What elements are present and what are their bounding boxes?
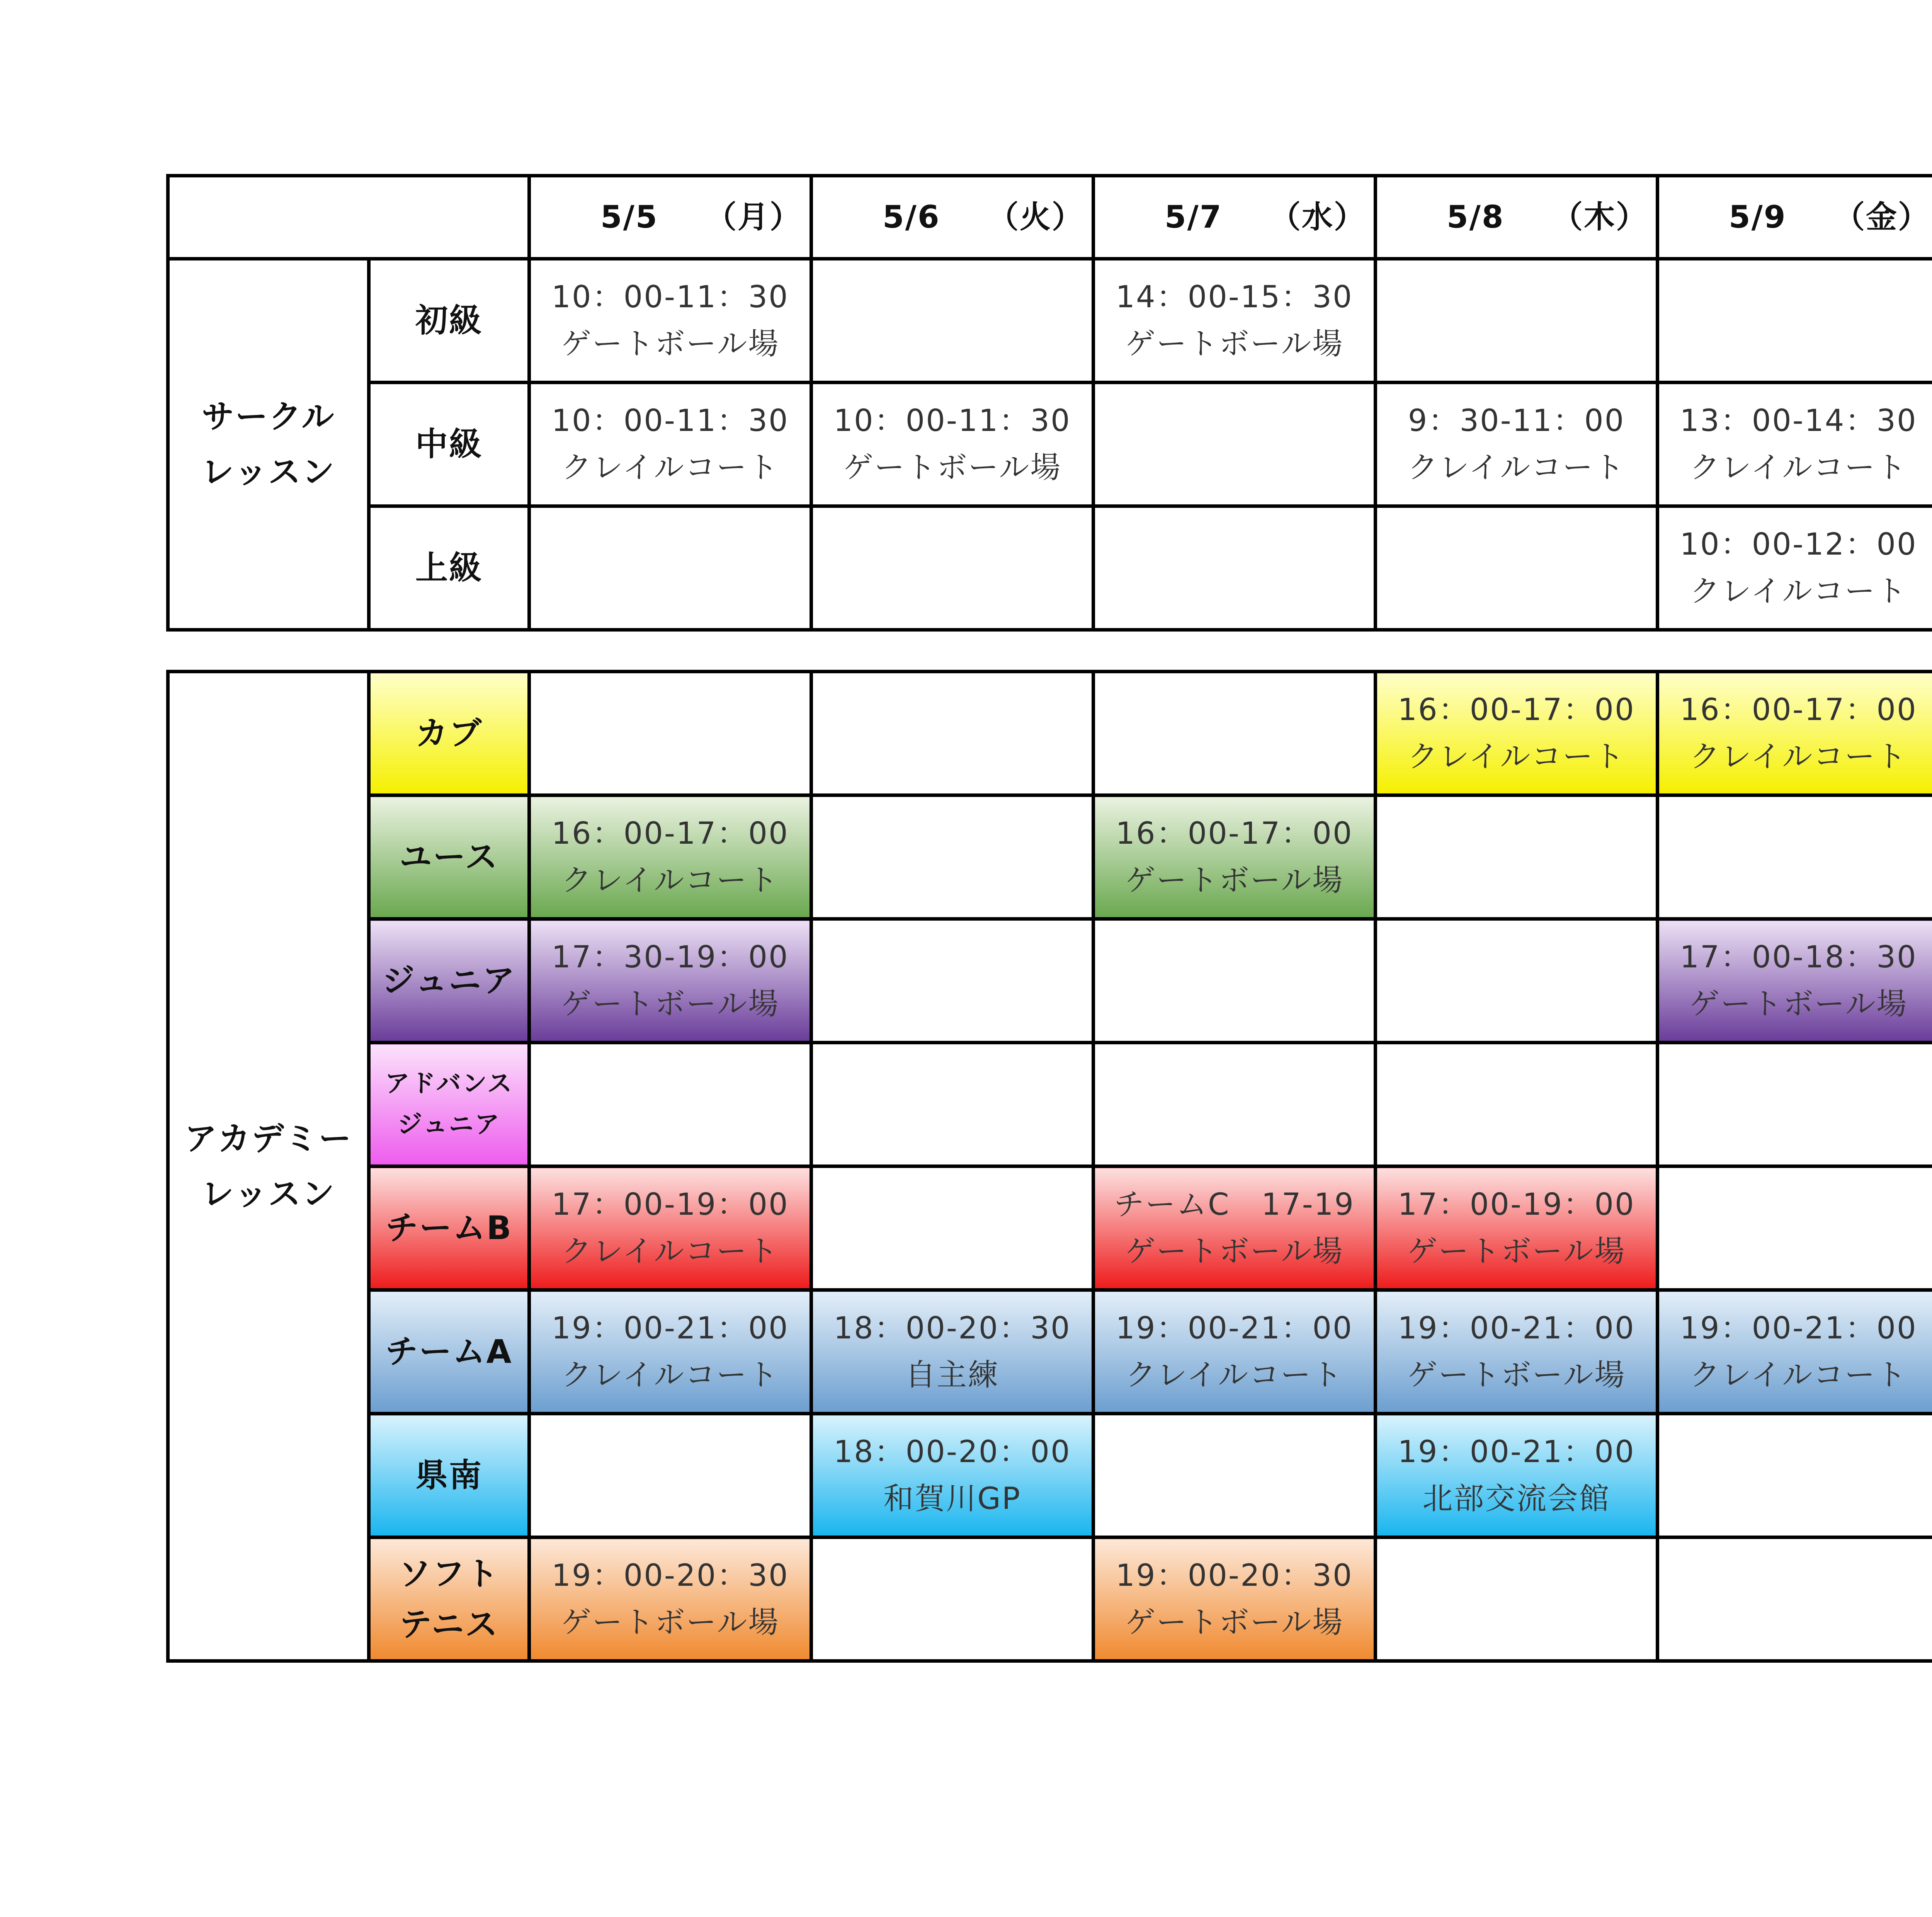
schedule-cell bbox=[1658, 919, 1932, 1043]
cell-place: ゲートボール場 bbox=[1125, 1605, 1344, 1640]
schedule-row-cub bbox=[168, 672, 1932, 795]
schedule-cell bbox=[811, 672, 1094, 795]
cell-time: 19：00-20：30 bbox=[1116, 1558, 1353, 1593]
cell-time: 10：00-11：30 bbox=[551, 279, 789, 315]
schedule-row-kennan bbox=[168, 1414, 1932, 1537]
row-label bbox=[369, 1537, 529, 1661]
cell-place: ゲートボール場 bbox=[843, 450, 1062, 485]
day-dow: （木） bbox=[1552, 199, 1648, 235]
row-label: チームA bbox=[369, 1290, 529, 1414]
circle-lesson-table bbox=[166, 174, 1932, 632]
row-label-line: テニス bbox=[399, 1605, 499, 1643]
cell-place: 自主練 bbox=[905, 1357, 999, 1393]
section-label-academy bbox=[168, 672, 369, 1661]
schedule-cell bbox=[1094, 1537, 1376, 1661]
schedule-row-advanced-junior bbox=[168, 1043, 1932, 1166]
day-date: 5/8 bbox=[1447, 199, 1505, 235]
cell-place: クレイルコート bbox=[1689, 739, 1908, 774]
schedule-cell bbox=[1376, 1537, 1658, 1661]
row-label: 中級 bbox=[369, 383, 529, 506]
section-label-circle bbox=[168, 259, 369, 630]
schedule-cell bbox=[529, 1290, 811, 1414]
day-date: 5/6 bbox=[883, 199, 940, 235]
schedule-cell bbox=[811, 1166, 1094, 1290]
schedule-cell bbox=[811, 1537, 1094, 1661]
schedule-cell bbox=[1376, 672, 1658, 795]
schedule-cell bbox=[529, 506, 811, 630]
cell-place: クレイルコート bbox=[1407, 450, 1626, 485]
cell-place: クレイルコート bbox=[561, 1234, 779, 1269]
schedule-row-intermediate bbox=[168, 383, 1932, 506]
schedule-cell bbox=[1094, 1043, 1376, 1166]
schedule-cell bbox=[811, 1290, 1094, 1414]
cell-place: クレイルコート bbox=[1689, 1357, 1908, 1393]
corner-cell bbox=[168, 176, 529, 259]
cell-place: ゲートボール場 bbox=[1407, 1357, 1626, 1393]
schedule-cell bbox=[1094, 672, 1376, 795]
cell-place: クレイルコート bbox=[1407, 739, 1626, 774]
cell-time: 17：30-19：00 bbox=[551, 940, 789, 975]
day-dow: （月） bbox=[706, 199, 802, 235]
day-header bbox=[1658, 176, 1932, 259]
cell-time: 18：00-20：30 bbox=[833, 1311, 1071, 1346]
cell-place: ゲートボール場 bbox=[1407, 1234, 1626, 1269]
section-label-line: アカデミー bbox=[184, 1119, 352, 1158]
schedule-cell bbox=[529, 1166, 811, 1290]
schedule-cell bbox=[1658, 383, 1932, 506]
day-header bbox=[811, 176, 1094, 259]
schedule-cell bbox=[1376, 506, 1658, 630]
cell-time: 19：00-21：00 bbox=[1680, 1311, 1917, 1346]
schedule-cell bbox=[1658, 506, 1932, 630]
cell-time: 19：00-21：00 bbox=[551, 1311, 789, 1346]
cell-place: 北部交流会館 bbox=[1422, 1481, 1611, 1516]
day-dow: （金） bbox=[1834, 199, 1930, 235]
schedule-cell bbox=[811, 1043, 1094, 1166]
row-label-line: ソフト bbox=[398, 1555, 500, 1593]
schedule-cell bbox=[529, 1414, 811, 1537]
cell-time: 19：00-21：00 bbox=[1398, 1434, 1635, 1469]
cell-time: 10：00-11：30 bbox=[551, 403, 789, 438]
day-date: 5/9 bbox=[1729, 199, 1787, 235]
schedule-cell bbox=[529, 383, 811, 506]
schedule-cell bbox=[1658, 672, 1932, 795]
schedule-cell bbox=[1376, 1414, 1658, 1537]
academy-lesson-table bbox=[166, 670, 1932, 1663]
cell-place: クレイルコート bbox=[1689, 574, 1908, 609]
cell-time: 9：30-11：00 bbox=[1408, 403, 1625, 438]
date-header-row bbox=[168, 176, 1932, 259]
cell-place: クレイルコート bbox=[561, 1357, 779, 1393]
cell-time: 14：00-15：30 bbox=[1116, 279, 1353, 315]
cell-place: ゲートボール場 bbox=[1125, 863, 1344, 898]
cell-time: 13：00-14：30 bbox=[1680, 403, 1917, 438]
row-label bbox=[369, 1043, 529, 1166]
cell-place: ゲートボール場 bbox=[561, 1605, 780, 1640]
schedule-cell bbox=[811, 383, 1094, 506]
cell-place: クレイルコート bbox=[561, 450, 779, 485]
schedule-cell bbox=[529, 795, 811, 919]
cell-place: ゲートボール場 bbox=[561, 986, 780, 1021]
schedule-cell bbox=[1658, 1043, 1932, 1166]
cell-time: 18：00-20：00 bbox=[833, 1434, 1071, 1469]
cell-time: 17：00-19：00 bbox=[1398, 1187, 1635, 1222]
cell-time: 19：00-21：00 bbox=[1116, 1311, 1353, 1346]
row-label: カブ bbox=[369, 672, 529, 795]
cell-place: クレイルコート bbox=[1689, 450, 1908, 485]
cell-place: ゲートボール場 bbox=[1689, 986, 1908, 1021]
section-label-line: レッスン bbox=[201, 1175, 336, 1213]
cell-time: 10：00-12：00 bbox=[1680, 527, 1917, 562]
section-label-line: サークル bbox=[201, 397, 335, 436]
row-label: 上級 bbox=[369, 506, 529, 630]
day-dow: （水） bbox=[1270, 199, 1366, 235]
cell-place: 和賀川GP bbox=[883, 1481, 1021, 1516]
schedule-cell bbox=[1376, 1043, 1658, 1166]
schedule-cell bbox=[1094, 919, 1376, 1043]
cell-time: 17：00-18：30 bbox=[1680, 940, 1917, 975]
day-header bbox=[1376, 176, 1658, 259]
cell-time: 19：00-21：00 bbox=[1398, 1311, 1635, 1346]
row-label: 初級 bbox=[369, 259, 529, 383]
schedule-row-junior bbox=[168, 919, 1932, 1043]
cell-time: 10：00-11：30 bbox=[833, 403, 1071, 438]
cell-time: 16：00-17：00 bbox=[1398, 692, 1635, 727]
schedule-cell bbox=[1376, 383, 1658, 506]
schedule-cell bbox=[529, 919, 811, 1043]
schedule-row-youth bbox=[168, 795, 1932, 919]
cell-time: 19：00-20：30 bbox=[551, 1558, 789, 1593]
schedule-cell bbox=[1094, 1166, 1376, 1290]
schedule-cell bbox=[1658, 1537, 1932, 1661]
schedule-row-advanced bbox=[168, 506, 1932, 630]
schedule-cell bbox=[811, 259, 1094, 383]
schedule-row-team-b bbox=[168, 1166, 1932, 1290]
schedule-row-beginner bbox=[168, 259, 1932, 383]
schedule-cell bbox=[1376, 1166, 1658, 1290]
cell-place: ゲートボール場 bbox=[1125, 1234, 1344, 1269]
row-label: 県南 bbox=[369, 1414, 529, 1537]
schedule-cell bbox=[1658, 795, 1932, 919]
schedule-cell bbox=[811, 919, 1094, 1043]
section-label-line: レッスン bbox=[201, 453, 336, 491]
schedule-cell bbox=[529, 1043, 811, 1166]
cell-place: ゲートボール場 bbox=[561, 326, 780, 361]
schedule-cell bbox=[811, 1414, 1094, 1537]
schedule-row-soft-tennis bbox=[168, 1537, 1932, 1661]
cell-time: チームC 17-19 bbox=[1114, 1187, 1355, 1222]
schedule-cell bbox=[529, 259, 811, 383]
schedule-cell bbox=[1376, 259, 1658, 383]
schedule-cell bbox=[1658, 1290, 1932, 1414]
cell-place: ゲートボール場 bbox=[1125, 326, 1344, 361]
cell-time: 16：00-17：00 bbox=[551, 816, 789, 851]
day-header bbox=[1094, 176, 1376, 259]
schedule-cell bbox=[1094, 506, 1376, 630]
cell-time: 16：00-17：00 bbox=[1116, 816, 1353, 851]
cell-place: クレイルコート bbox=[1125, 1357, 1344, 1393]
schedule-cell bbox=[529, 1537, 811, 1661]
row-label: チームB bbox=[369, 1166, 529, 1290]
cell-time: 16：00-17：00 bbox=[1680, 692, 1917, 727]
schedule-cell bbox=[811, 506, 1094, 630]
schedule-cell bbox=[1658, 259, 1932, 383]
row-label: ジュニア bbox=[369, 919, 529, 1043]
schedule-cell bbox=[1658, 1166, 1932, 1290]
schedule-cell bbox=[1376, 795, 1658, 919]
day-header bbox=[529, 176, 811, 259]
schedule-cell bbox=[1094, 259, 1376, 383]
cell-place: クレイルコート bbox=[561, 863, 779, 898]
schedule-cell bbox=[1094, 383, 1376, 506]
schedule-cell bbox=[1376, 919, 1658, 1043]
schedule-cell bbox=[1094, 1290, 1376, 1414]
cell-time: 17：00-19：00 bbox=[551, 1187, 789, 1222]
row-label-line: ジュニア bbox=[397, 1110, 501, 1139]
schedule-cell bbox=[1094, 795, 1376, 919]
schedule-cell bbox=[529, 672, 811, 795]
schedule-cell bbox=[1376, 1290, 1658, 1414]
schedule-cell bbox=[811, 795, 1094, 919]
schedule-cell bbox=[1094, 1414, 1376, 1537]
schedule-row-team-a bbox=[168, 1290, 1932, 1414]
schedule-cell bbox=[1658, 1414, 1932, 1537]
row-label: ユース bbox=[369, 795, 529, 919]
day-date: 5/5 bbox=[600, 199, 658, 235]
day-date: 5/7 bbox=[1165, 199, 1223, 235]
day-dow: （火） bbox=[988, 199, 1084, 235]
row-label-line: アドバンス bbox=[385, 1069, 513, 1098]
